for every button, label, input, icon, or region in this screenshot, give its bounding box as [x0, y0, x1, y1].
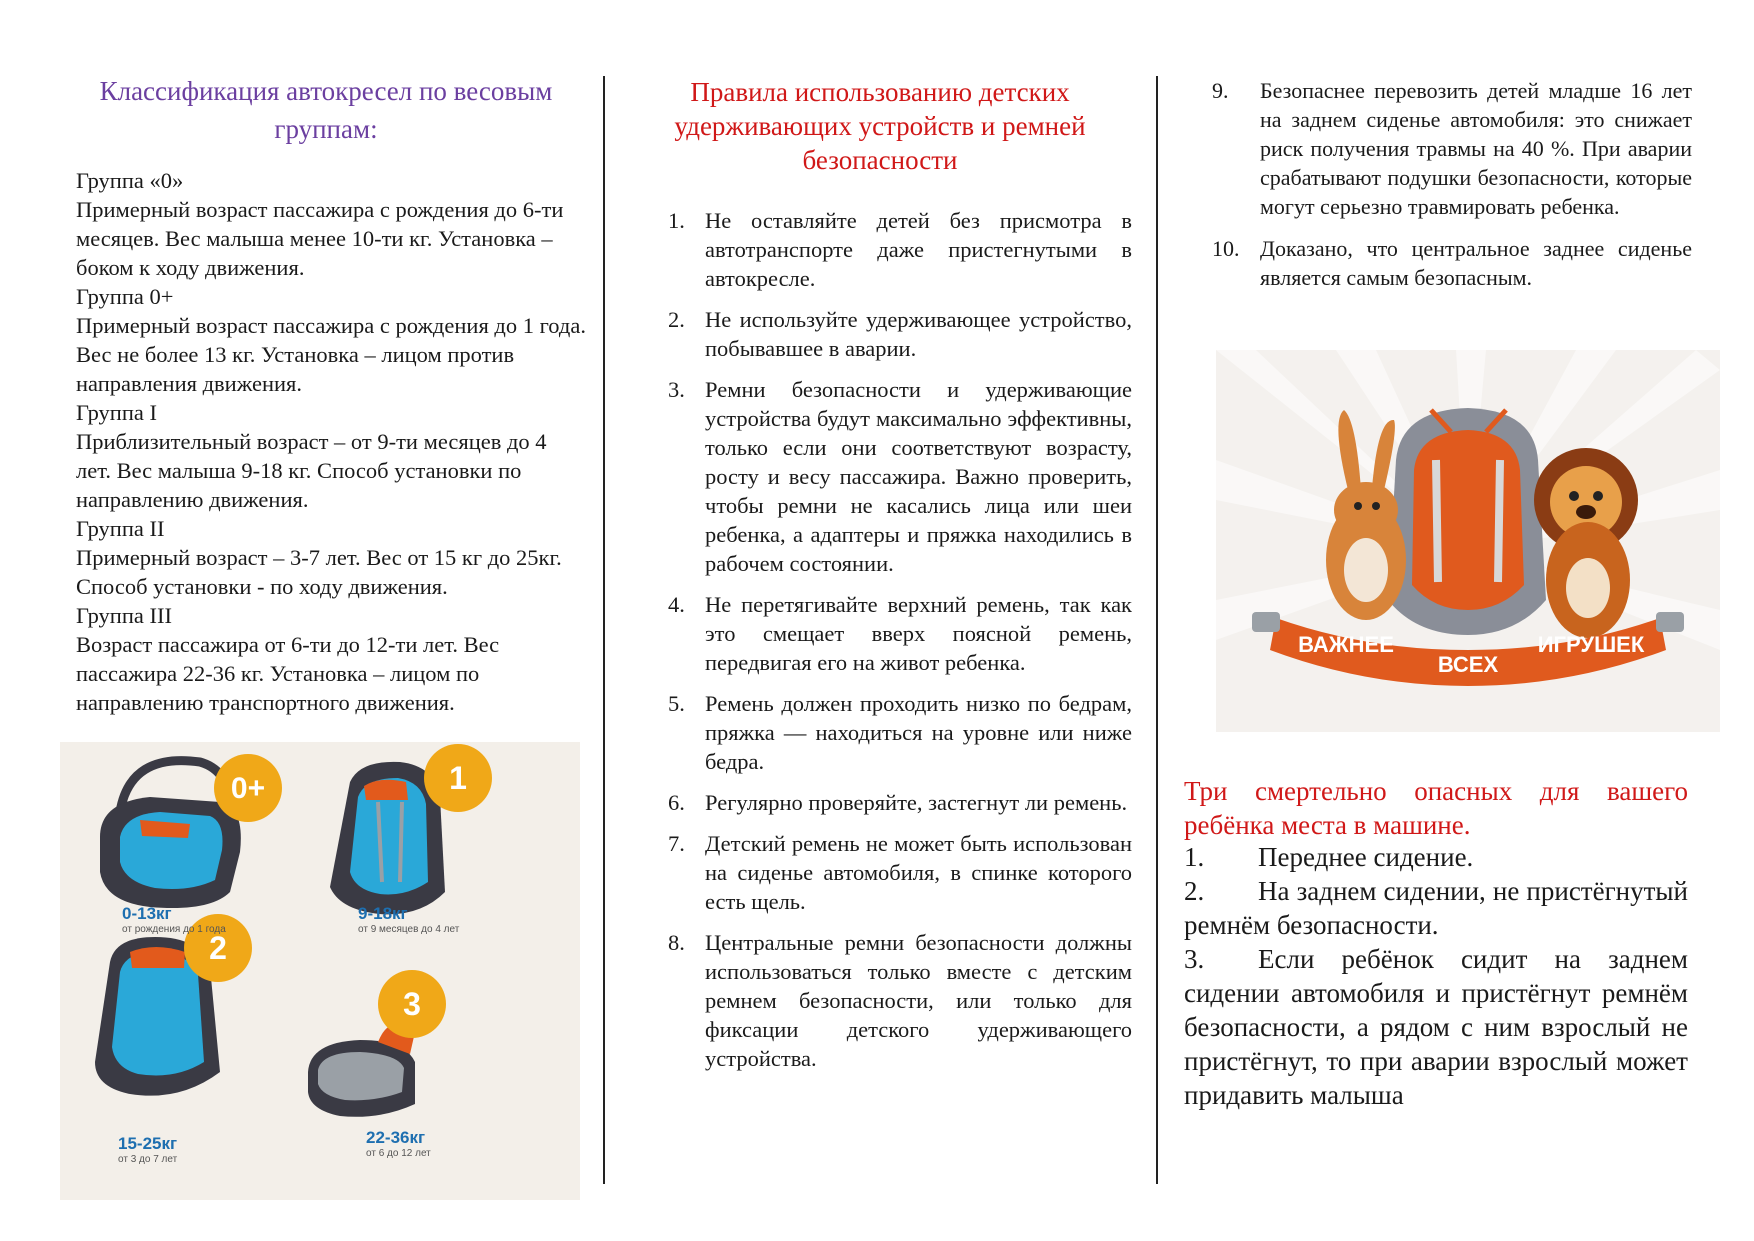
seat-group-1-icon — [330, 744, 492, 914]
lion-toy-icon — [1534, 448, 1638, 638]
list-text: Если ребёнок сидит на заднем сидении автомобиля и пристёгнут ремнём безопасности, а рядом с ним взрослый не пристёгнут, то при аварии взрослый может придавить малыша — [1184, 944, 1688, 1110]
group-name: Группа «0» — [76, 168, 184, 193]
list-item — [660, 206, 1132, 293]
group-description: Примерный возраст пассажира с рождения до 1 года. Вес не более 13 кг. Установка – лицом против направления движения. — [76, 313, 586, 396]
rules-title: Правила использованию детских удерживающих устройств и ремней безопасности — [674, 77, 1086, 175]
classification-title: Классификация автокресел по весовым группам: — [99, 76, 553, 144]
toys-drawing — [1216, 350, 1720, 732]
seat-group-2-icon — [95, 914, 252, 1096]
toys-car-seat-illustration — [1216, 350, 1720, 732]
group-description: Примерный возраст – 3-7 лет. Вес от 15 кг до 25кг. Способ установки - по ходу движения. — [76, 545, 562, 599]
car-seat-icon — [1388, 408, 1546, 635]
danger-places-title: Три смертельно опасных для вашего ребёнка места в машине. — [1184, 776, 1688, 840]
list-number: 1. — [668, 208, 685, 233]
seat-weight: 0-13кг — [122, 904, 172, 923]
list-item — [660, 788, 1132, 817]
banner-word-1: ВАЖНЕЕ — [1298, 632, 1394, 657]
seat-caption-2 — [118, 1134, 177, 1165]
seat-age: от 9 месяцев до 4 лет — [358, 924, 460, 935]
list-item — [660, 305, 1132, 363]
list-number: 8. — [668, 930, 685, 955]
list-number: 10. — [1212, 236, 1240, 261]
list-item — [660, 689, 1132, 776]
group-description: Возраст пассажира от 6-ти до 12-ти лет. Вес пассажира 22-36 кг. Установка – лицом по направлению транспортного движения. — [76, 632, 500, 715]
car-seats-drawing — [60, 742, 580, 1200]
list-number: 3. — [668, 377, 685, 402]
list-item — [1212, 76, 1692, 221]
list-number: 2. — [668, 307, 685, 332]
danger-places-list — [1184, 840, 1688, 1112]
seat-weight: 22-36кг — [366, 1128, 426, 1147]
weight-groups-list — [76, 166, 586, 717]
list-number: 7. — [668, 831, 685, 856]
seat-caption-3 — [366, 1128, 431, 1159]
list-text: Не используйте удерживающее устройство, побывавшее в аварии. — [705, 307, 1132, 361]
list-text: Переднее сидение. — [1258, 842, 1474, 872]
banner-word-3: ИГРУШЕК — [1537, 632, 1645, 657]
list-text: Не оставляйте детей без присмотра в автотранспорте даже пристегнутыми в автокресле. — [705, 208, 1132, 291]
badge-1: 1 — [449, 760, 467, 796]
list-number: 1. — [1184, 842, 1205, 872]
list-number: 3. — [1184, 944, 1205, 974]
seat-group-3-icon — [308, 970, 446, 1117]
group-name: Группа 0+ — [76, 284, 174, 309]
list-item — [1184, 874, 1688, 942]
column-divider-right — [1156, 76, 1158, 1184]
list-number: 4. — [668, 592, 685, 617]
badge-3: 3 — [403, 986, 421, 1022]
seat-age: от 6 до 12 лет — [366, 1148, 431, 1159]
list-number: 2. — [1184, 876, 1205, 906]
badge-0plus: 0+ — [230, 772, 266, 805]
seat-age: от 3 до 7 лет — [118, 1154, 178, 1165]
group-description: Примерный возраст пассажира с рождения до 6-ти месяцев. Вес малыша менее 10-ти кг. Установка – боком к ходу движения. — [76, 197, 564, 280]
seat-caption-0plus — [122, 904, 226, 935]
seat-weight: 9-18кг — [358, 904, 408, 923]
list-number: 5. — [668, 691, 685, 716]
list-number: 6. — [668, 790, 685, 815]
list-item — [660, 375, 1132, 578]
list-number: 9. — [1212, 78, 1229, 103]
safety-rules-list-continued — [1212, 76, 1692, 305]
list-item — [660, 829, 1132, 916]
list-item — [660, 590, 1132, 677]
list-text: Доказано, что центральное заднее сиденье является самым безопасным. — [1260, 236, 1692, 290]
seat-caption-1 — [358, 904, 459, 935]
list-text: Регулярно проверяйте, застегнут ли ремень. — [705, 790, 1128, 815]
badge-2: 2 — [209, 930, 227, 966]
list-item — [1184, 840, 1688, 874]
seat-age: от рождения до 1 года — [122, 924, 226, 935]
list-text: Ремни безопасности и удерживающие устройства будут максимально эффективны, только если они соответствуют возрасту, росту и весу пассажира. Важно проверить, чтобы ремни не касались лица или шеи ребенка, а адаптеры и пряжка находились в рабочем состоянии. — [705, 377, 1132, 576]
list-text: Не перетягивайте верхний ремень, так как это смещает вверх поясной ремень, передвигая его на живот ребенка. — [705, 592, 1132, 675]
list-text: На заднем сидении, не пристёгнутый ремнём безопасности. — [1184, 876, 1688, 940]
car-seats-illustration — [60, 742, 580, 1200]
list-item — [1184, 942, 1688, 1112]
list-item — [660, 928, 1132, 1073]
safety-rules-list — [660, 206, 1132, 1085]
list-text: Детский ремень не может быть использован на сиденье автомобиля, в спинке которого есть щель. — [705, 831, 1132, 914]
banner-word-2: ВСЕХ — [1437, 652, 1499, 677]
list-item — [1212, 234, 1692, 292]
group-name: Группа III — [76, 603, 172, 628]
group-name: Группа I — [76, 400, 157, 425]
list-text: Безопаснее перевозить детей младше 16 лет на заднем сиденье автомобиля: это снижает риск получения травмы на 40 %. При аварии срабатывают подушки безопасности, которые могут серьезно травмировать ребенка. — [1260, 78, 1692, 219]
column-divider-left — [603, 76, 605, 1184]
list-text: Ремень должен проходить низко по бедрам, пряжка — находиться на уровне или ниже бедра. — [705, 691, 1132, 774]
seat-weight: 15-25кг — [118, 1134, 178, 1153]
group-description: Приблизительный возраст – от 9-ти месяцев до 4 лет. Вес малыша 9-18 кг. Способ установки по направлению движения. — [76, 429, 547, 512]
group-name: Группа II — [76, 516, 165, 541]
list-text: Центральные ремни безопасности должны использоваться только вместе с детским ремнем безопасности, или только для фиксации детского удерживающего устройства. — [705, 930, 1132, 1071]
